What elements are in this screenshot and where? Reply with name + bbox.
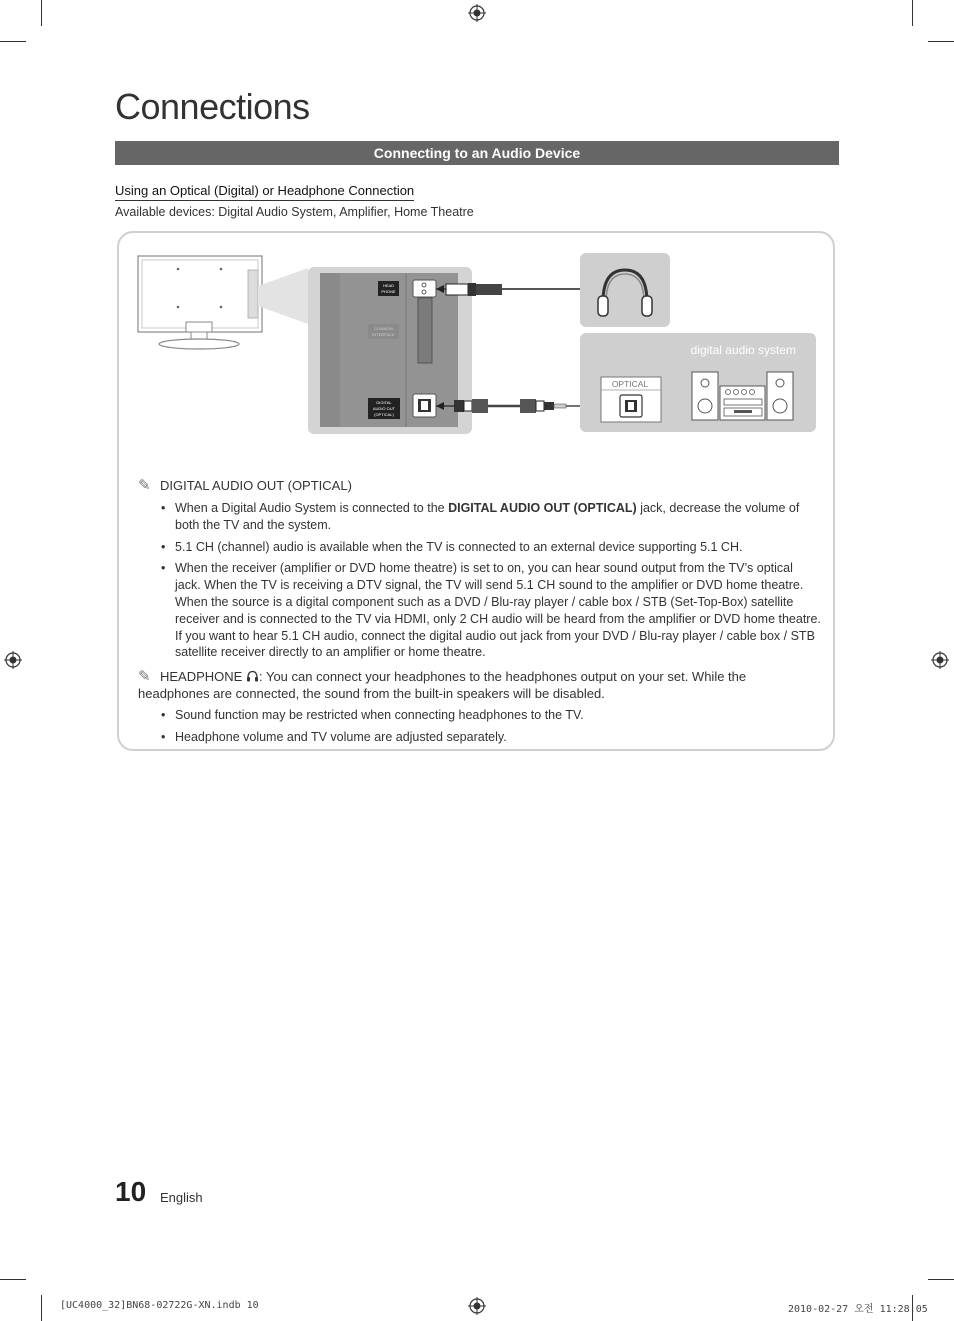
bullet-text: 5.1 CH (channel) audio is available when the TV is connected to an external device supporting 5.1 CH. (175, 539, 743, 554)
digital-audio-system-label: digital audio system (690, 343, 796, 357)
list-item (160, 500, 822, 534)
bullet-text: When a Digital Audio System is connected to the (175, 501, 449, 515)
list-item (160, 560, 822, 661)
list-item (160, 729, 822, 746)
list-item (160, 707, 822, 724)
available-devices-text: Available devices: Digital Audio System, Amplifier, Home Theatre (115, 205, 474, 219)
bullet-text: Headphone volume and TV volume are adjusted separately. (175, 729, 507, 744)
port-label-headphone: HEAD (382, 283, 395, 288)
page-language: English (160, 1190, 203, 1205)
section-title-bar: Connecting to an Audio Device (115, 141, 839, 165)
port-label-headphone-2: PHONE (381, 289, 396, 294)
bullet-text: Sound function may be restricted when connecting headphones to the TV. (175, 708, 584, 722)
optical-label: OPTICAL (611, 379, 649, 389)
bullet-text: jack, decrease the volume of both the TV and the system. (175, 501, 800, 532)
footer-date-info: 2010-02-27 오전 11:28:05 (788, 1304, 928, 1315)
note-headphone (138, 668, 818, 702)
note-title-digital: DIGITAL AUDIO OUT (OPTICAL) (160, 478, 352, 493)
connection-diagram (136, 252, 820, 442)
port-label-digital-audio-out: DIGITAL (376, 400, 392, 405)
headphone-bullet-list (160, 707, 822, 751)
registration-mark-icon (4, 651, 22, 669)
pencil-note-icon: ✎ (138, 477, 151, 494)
registration-mark-icon (468, 1297, 486, 1315)
bullet-text: When the receiver (amplifier or DVD home theatre) is set to on, you can hear sound output from the TV’s optical jack. When the TV is receiving a DTV signal, the TV will send 5.1 CH sound to the amplifier or DVD home theatre. When the source is a digital component such as a DVD / Blu-ray player / cable box / STB (Set-Top-Box) satellite receiver and is connected to the TV via HDMI, only 2 CH audio will be heard from the amplifier or DVD home theatre. If you want to hear 5.1 CH audio, connect the digital audio out jack from your DVD / Blu-ray player / cable box / STB satellite receiver directly to an amplifier or home theatre. (175, 561, 821, 660)
pencil-note-icon: ✎ (138, 668, 151, 685)
tv-back-illustration (138, 256, 308, 349)
headphone-cable (436, 283, 580, 296)
headphone-note-text: : You can connect your headphones to the headphones output on your set. While the headphones are connected, the sound from the built-in speakers will be disabled. (138, 669, 747, 701)
subheading: Using an Optical (Digital) or Headphone Connection (115, 183, 414, 201)
port-label-digital-audio-out-3: (OPTICAL) (374, 412, 394, 417)
headphones-illustration (580, 253, 670, 327)
note-digital-audio-out (138, 477, 352, 494)
headphone-icon (246, 670, 259, 682)
registration-mark-icon (931, 651, 949, 669)
footer-file-info: [UC4000_32]BN68-02722G-XN.indb 10 (60, 1300, 259, 1311)
registration-mark-icon (468, 4, 486, 22)
list-item (160, 539, 822, 556)
port-label-common-interface-2: INTERFACE (372, 332, 395, 337)
page-number: 10 (115, 1176, 147, 1207)
port-label-digital-audio-out-2: AUDIO OUT (372, 406, 396, 411)
bold-term: DIGITAL AUDIO OUT (OPTICAL) (448, 501, 637, 515)
digital-bullet-list (160, 500, 822, 666)
port-label-common-interface: COMMON (374, 326, 393, 331)
note-title-headphone: HEADPHONE (160, 669, 243, 684)
page-title: Connections (115, 86, 310, 127)
digital-audio-system-illustration (580, 333, 816, 432)
